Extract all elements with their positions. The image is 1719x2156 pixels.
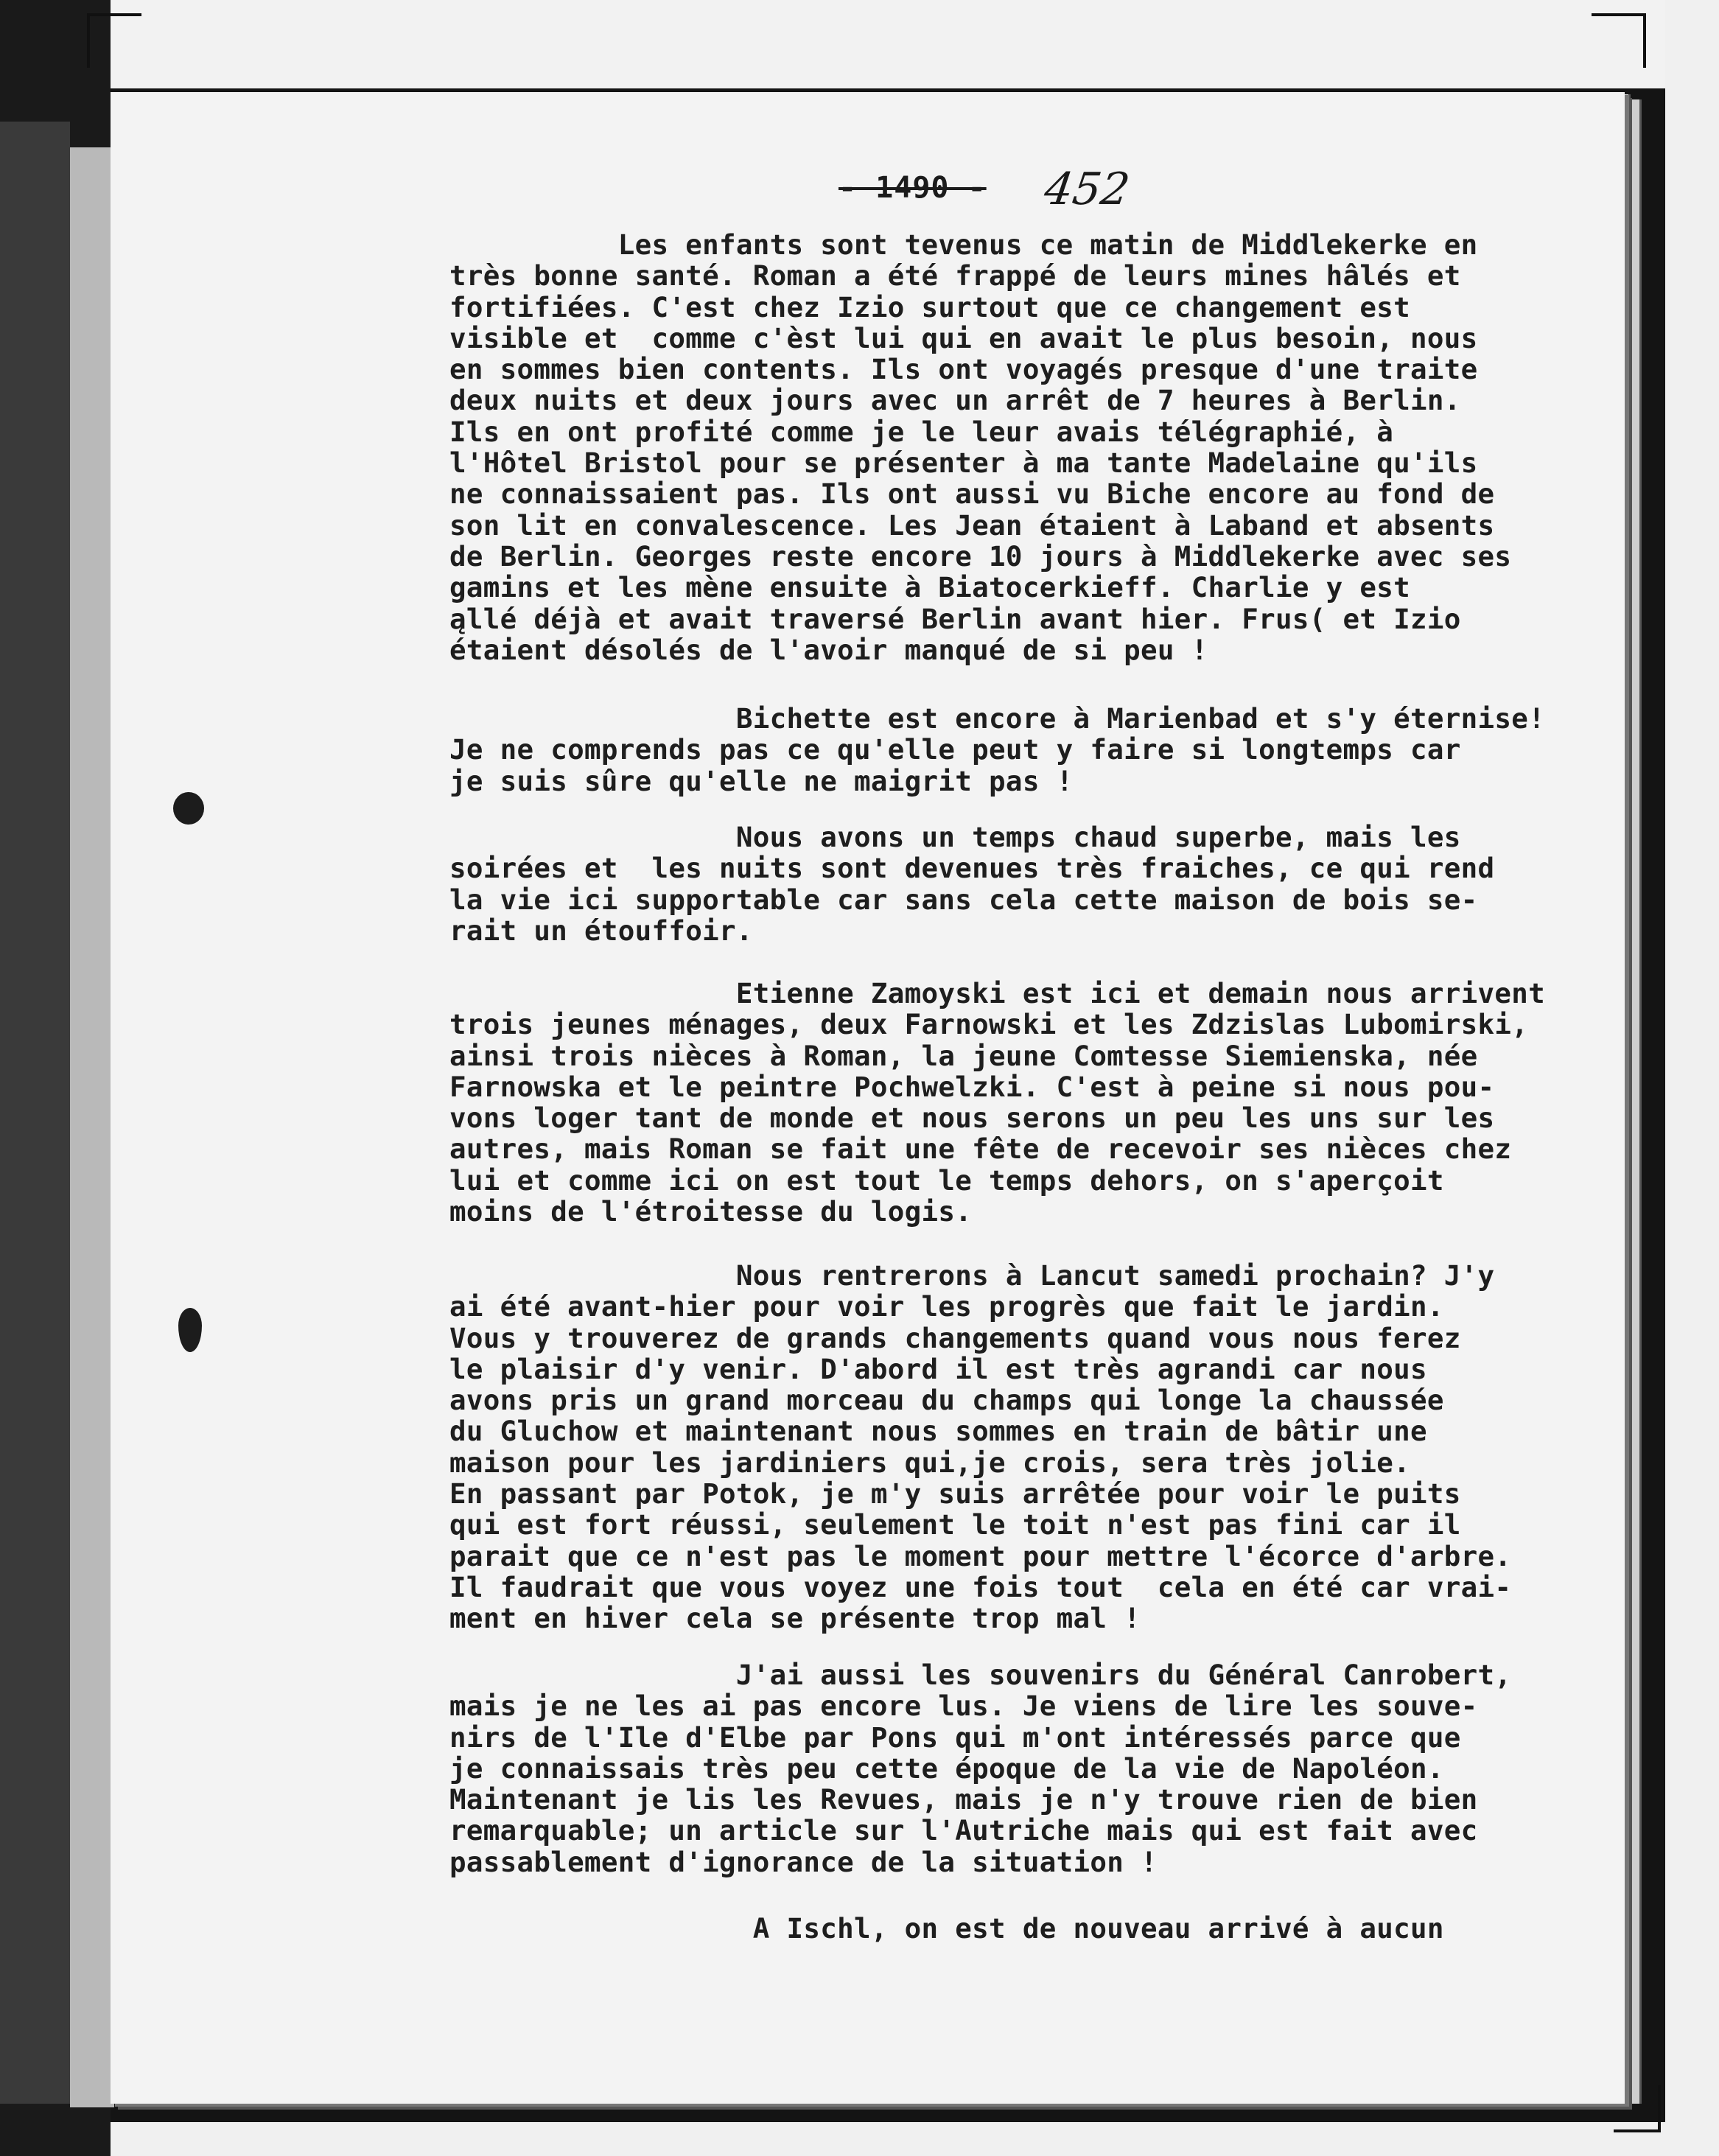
text-line: moins de l'étroitesse du logis. <box>449 1195 973 1228</box>
text-line: Etienne Zamoyski est ici et demain nous arrivent <box>449 977 1545 1009</box>
text-line: ainsi trois nièces à Roman, la jeune Comtesse Siemienska, née <box>449 1039 1478 1072</box>
text-line: Maintenant je lis les Revues, mais je n'y trouve rien de bien <box>449 1783 1478 1816</box>
text-line: rait un étouffoir. <box>449 914 753 947</box>
text-line: Nous rentrerons à Lancut samedi prochain? J'y <box>449 1259 1495 1292</box>
text-line: Ils en ont profité comme je le leur avais télégraphié, à <box>449 415 1394 448</box>
text-line: qui est fort réussi, seulement le toit n'est pas fini car il <box>449 1508 1461 1541</box>
text-line: je suis sûre qu'elle ne maigrit pas ! <box>449 764 1074 797</box>
text-line: Il faudrait que vous voyez une fois tout cela en été car vrai- <box>449 1570 1512 1603</box>
text-line: visible et comme c'èst lui qui en avait le plus besoin, nous <box>449 321 1478 354</box>
text-line: étaient désolés de l'avoir manqué de si peu ! <box>449 633 1208 666</box>
typed-page-number: - 1490 - <box>839 171 987 205</box>
text-line: soirées et les nuits sont devenues très fraiches, ce qui rend <box>449 852 1495 885</box>
text-line: J'ai aussi les souvenirs du Général Canrobert, <box>449 1659 1512 1691</box>
text-line: en sommes bien contents. Ils ont voyagés presque d'une traite <box>449 353 1478 386</box>
text-line: En passant par Potok, je m'y suis arrêtée pour voir le puits <box>449 1477 1461 1511</box>
text-line: Bichette est encore à Marienbad et s'y éternise! <box>449 702 1545 735</box>
paragraph-6 <box>449 1659 1628 1877</box>
text-line: Nous avons un temps chaud superbe, mais les <box>449 821 1461 853</box>
text-line: Les enfants sont tevenus ce matin de Middlekerke en <box>449 228 1478 261</box>
text-line: très bonne santé. Roman a été frappé de leurs mines hâlés et <box>449 259 1461 293</box>
text-line: Vous y trouverez de grands changements quand vous nous ferez <box>449 1321 1461 1354</box>
paragraph-3 <box>449 822 1628 946</box>
text-line: la vie ici supportable car sans cela cette maison de bois se- <box>449 883 1478 916</box>
text-line: l'Hôtel Bristol pour se présenter à ma tante Madelaine qu'ils <box>449 447 1478 480</box>
text-line: du Gluchow et maintenant nous sommes en train de bâtir une <box>449 1415 1427 1448</box>
text-line: nirs de l'Ile d'Elbe par Pons qui m'ont intéressés parce que <box>449 1721 1461 1754</box>
text-line: passablement d'ignorance de la situation ! <box>449 1845 1158 1878</box>
text-line: maison pour les jardiniers qui,je crois, sera très jolie. <box>449 1446 1410 1479</box>
text-line: son lit en convalescence. Les Jean étaient à Laband et absents <box>449 508 1495 542</box>
paragraph-7 <box>449 1913 1628 1944</box>
scanner-top-band <box>0 0 1719 88</box>
text-line: le plaisir d'y venir. D'abord il est très agrandi car nous <box>449 1352 1427 1385</box>
punch-hole <box>178 1308 202 1352</box>
crop-mark-top-right <box>1592 13 1646 68</box>
punch-hole <box>173 792 204 825</box>
text-line: deux nuits et deux jours avec un arrêt de 7 heures à Berlin. <box>449 384 1461 417</box>
text-line: parait que ce n'est pas le moment pour mettre l'écorce d'arbre. <box>449 1539 1512 1572</box>
crop-mark-top-left <box>87 13 141 68</box>
text-line: ment en hiver cela se présente trop mal ! <box>449 1602 1141 1635</box>
handwritten-page-number: 452 <box>1041 164 1133 215</box>
text-line: gamins et les mène ensuite à Biatocerkieff. Charlie y est <box>449 571 1410 604</box>
paragraph-2 <box>449 703 1628 797</box>
text-line: vons loger tant de monde et nous serons un peu les uns sur les <box>449 1102 1495 1135</box>
text-line: ne connaissaient pas. Ils ont aussi vu Biche encore au fond de <box>449 477 1495 511</box>
text-line: A Ischl, on est de nouveau arrivé à aucun <box>449 1912 1444 1945</box>
paragraph-5 <box>449 1260 1628 1634</box>
text-line: je connaissais très peu cette époque de la vie de Napoléon. <box>449 1751 1444 1785</box>
paragraph-1 <box>449 229 1628 665</box>
text-line: Je ne comprends pas ce qu'elle peut y faire si longtemps car <box>449 733 1461 766</box>
text-line: ąllé déjà et avait traversé Berlin avant hier. Frus( et Izio <box>449 602 1461 635</box>
text-line: de Berlin. Georges reste encore 10 jours à Middlekerke avec ses <box>449 539 1512 573</box>
binder-edge <box>0 122 70 2104</box>
text-line: mais je ne les ai pas encore lus. Je viens de lire les souve- <box>449 1690 1478 1723</box>
paragraph-4 <box>449 978 1628 1227</box>
text-line: lui et comme ici on est tout le temps dehors, on s'aperçoit <box>449 1163 1444 1197</box>
binder-page-edge <box>70 147 114 2107</box>
text-line: Farnowska et le peintre Pochwelzki. C'est à peine si nous pou- <box>449 1070 1495 1103</box>
text-line: avons pris un grand morceau du champs qui longe la chaussée <box>449 1384 1444 1417</box>
text-line: ai été avant-hier pour voir les progrès que fait le jardin. <box>449 1290 1444 1323</box>
text-line: remarquable; un article sur l'Autriche mais qui est fait avec <box>449 1814 1478 1847</box>
text-line: autres, mais Roman se fait une fête de recevoir ses nièces chez <box>449 1133 1512 1166</box>
text-line: trois jeunes ménages, deux Farnowski et les Zdzislas Lubomirski, <box>449 1008 1529 1041</box>
scanner-right-band <box>1665 0 1719 2156</box>
scanner-bottom-band <box>0 2122 1719 2156</box>
text-line: fortifiées. C'est chez Izio surtout que ce changement est <box>449 290 1410 323</box>
